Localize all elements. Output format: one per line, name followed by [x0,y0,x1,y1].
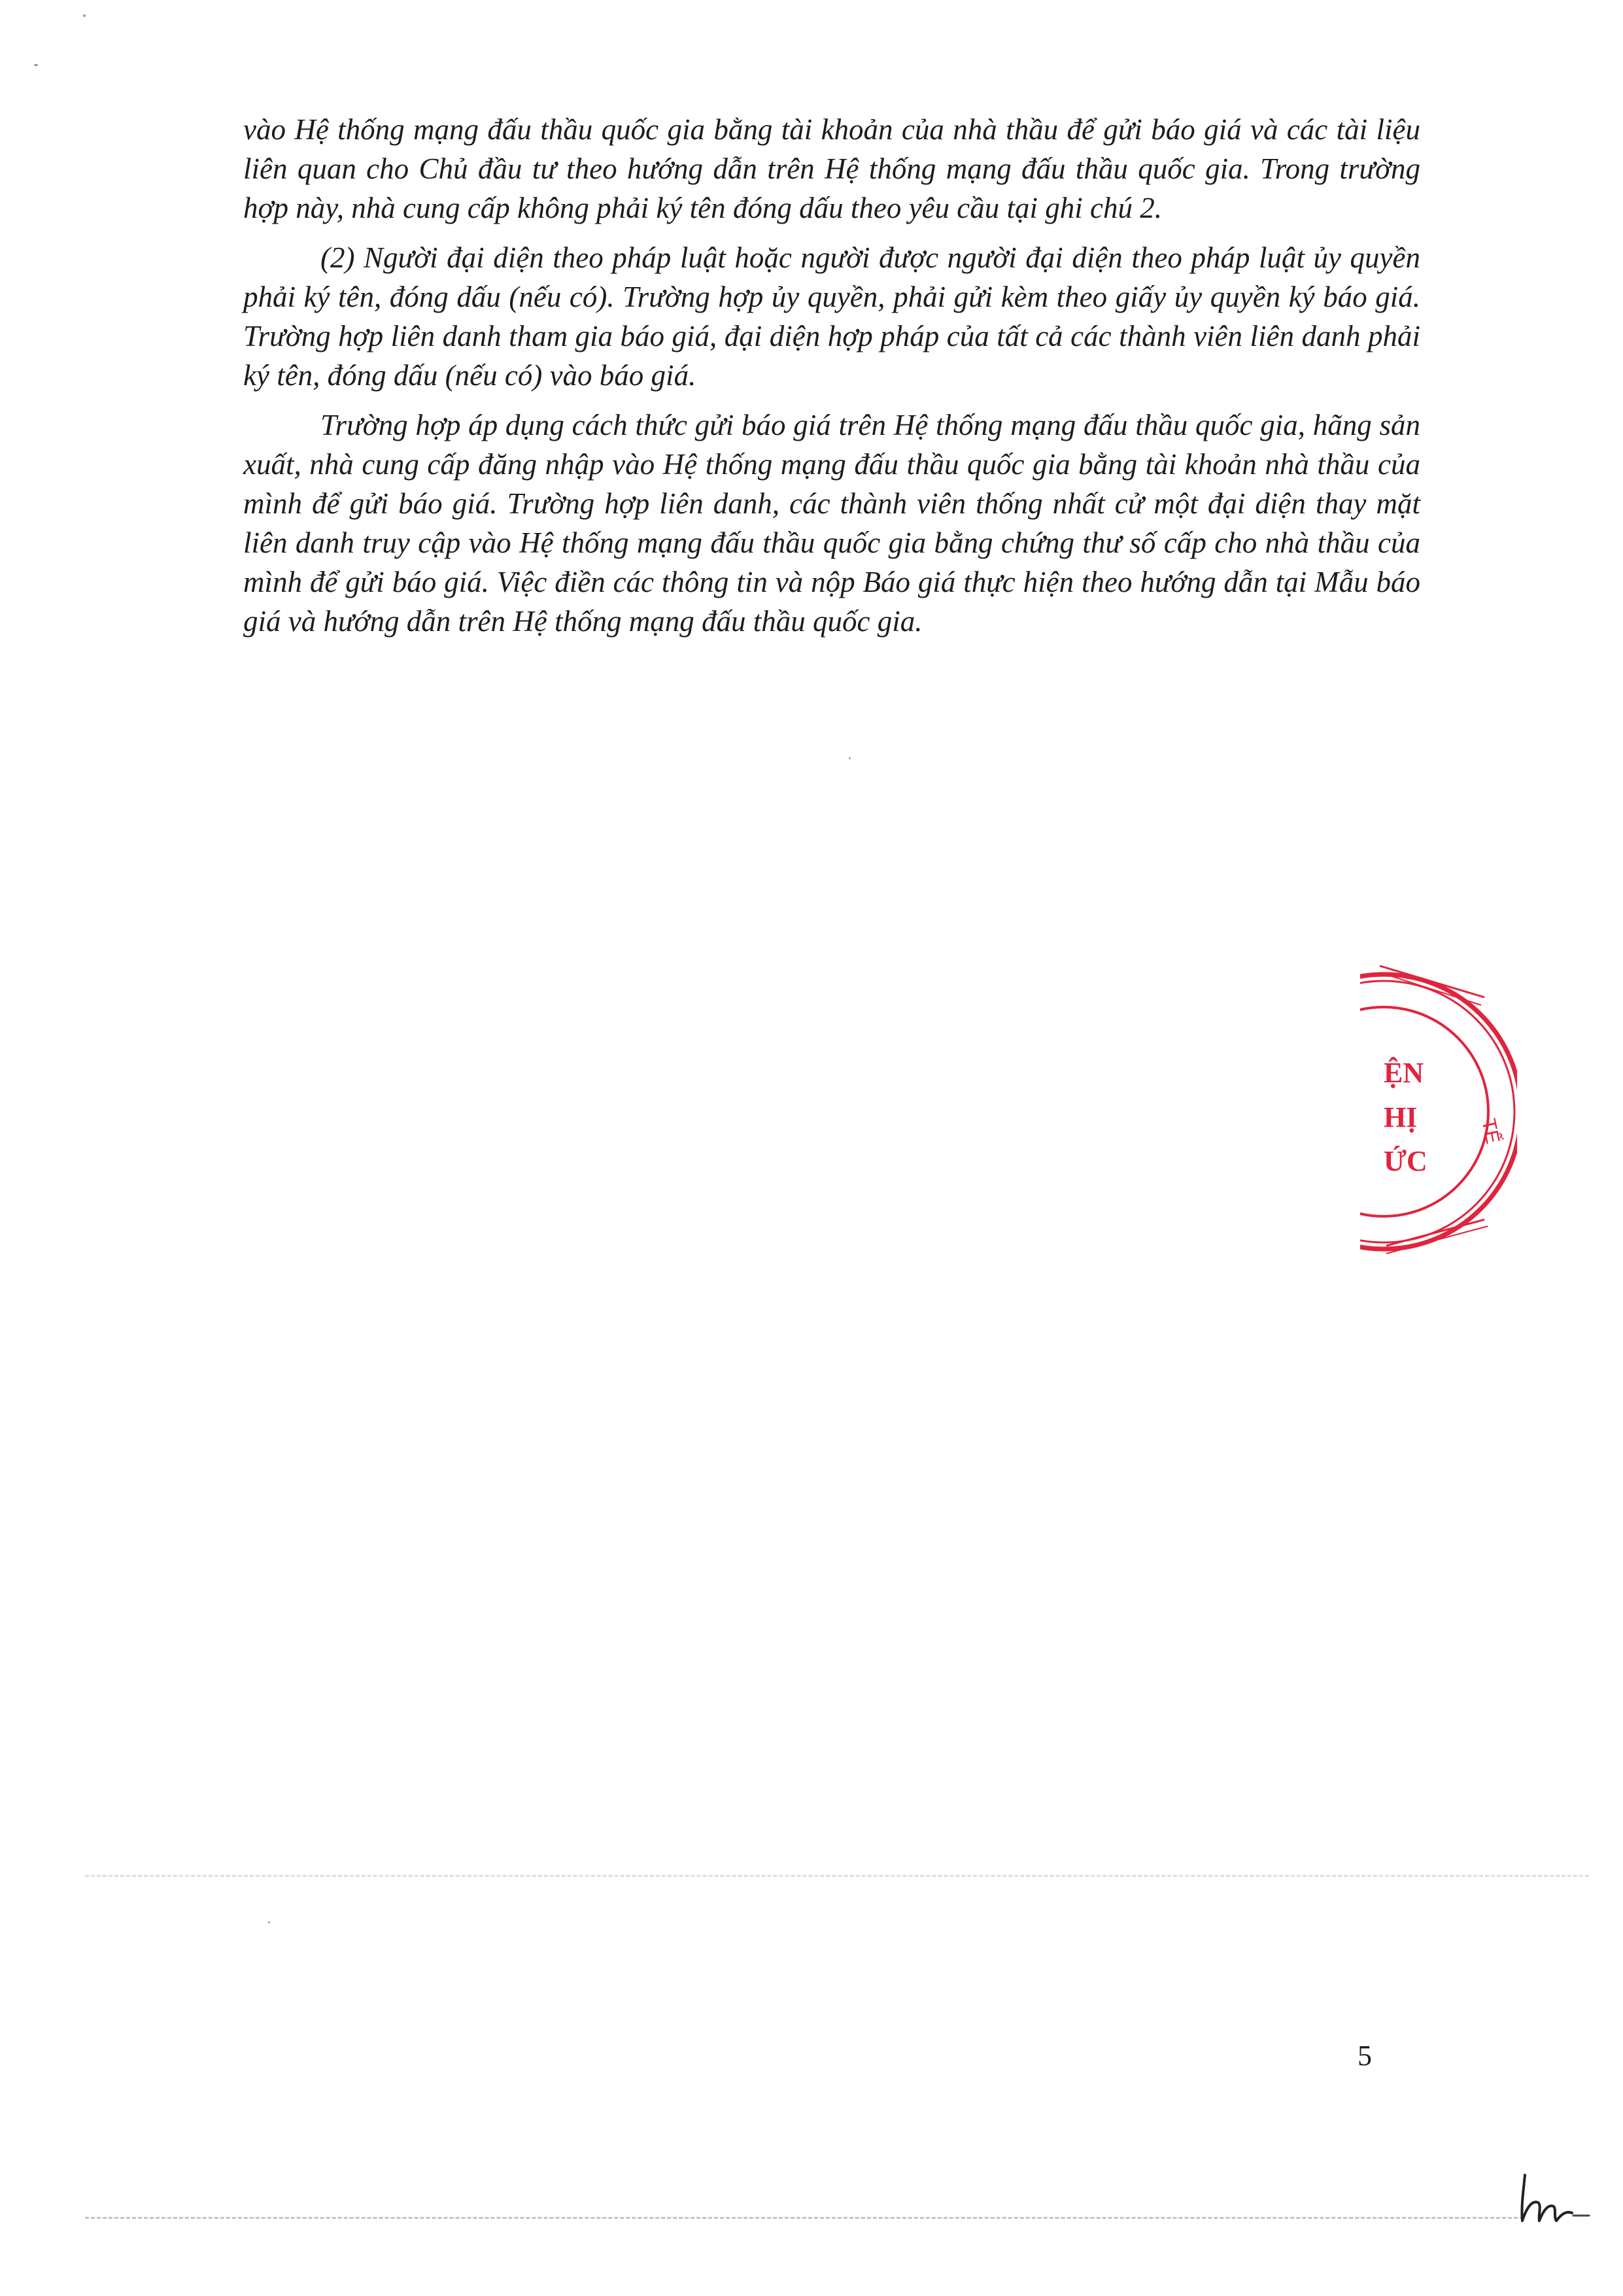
scan-speck [268,1921,270,1923]
page-number: 5 [1358,2040,1372,2072]
red-seal-stamp [1360,958,1517,1265]
paragraph-continuation: vào Hệ thống mạng đấu thầu quốc gia bằng tài khoản của nhà thầu để gửi báo giá và các tài liệu liên quan cho Chủ đầu tư theo hướng dẫn trên Hệ thống mạng đấu thầu quốc gia. Trong trường hợp này, nhà cung cấp không phải ký tên đóng dấu theo yêu cầu tại ghi chú 2. [243,113,1420,224]
seal-edge-text: TẾ [1477,1116,1504,1146]
scan-artifact-line [85,1875,1589,1877]
seal-graphic [1360,958,1517,1265]
scan-speck [34,64,38,66]
seal-text-line-2: HỊ [1384,1101,1418,1133]
scan-speck [849,757,851,759]
seal-text-line-1: ỆN [1384,1057,1424,1089]
paragraph-e-bidding: Trường hợp áp dụng cách thức gửi báo giá trên Hệ thống mạng đấu thầu quốc gia, hãng sản xuất, nhà cung cấp đăng nhập vào Hệ thống mạng đấu thầu quốc gia bằng tài khoản nhà thầu của mình để gửi báo giá. Trường hợp liên danh, các thành viên thống nhất cử một đại diện thay mặt liên danh truy cập vào Hệ thống mạng đấu thầu quốc gia bằng chứng thư số cấp cho nhà thầu của mình để gửi báo giá. Việc điền các thông tin và nộp Báo giá thực hiện theo hướng dẫn tại Mẫu báo giá và hướng dẫn trên Hệ thống mạng đấu thầu quốc gia. [243,409,1420,638]
handwritten-initials [1516,2170,1594,2229]
scan-artifact-line [85,2217,1524,2219]
body-text [243,110,1420,651]
seal-text-line-3: ỨC [1384,1145,1427,1177]
scan-speck [83,14,86,17]
paragraph-note-2: (2) Người đại diện theo pháp luật hoặc người được người đại diện theo pháp luật ủy quyền phải ký tên, đóng dấu (nếu có). Trường hợp ủy quyền, phải gửi kèm theo giấy ủy quyền ký báo giá. Trường hợp liên danh tham gia báo giá, đại diện hợp pháp của tất cả các thành viên liên danh phải ký tên, đóng dấu (nếu có) vào báo giá. [243,241,1420,392]
